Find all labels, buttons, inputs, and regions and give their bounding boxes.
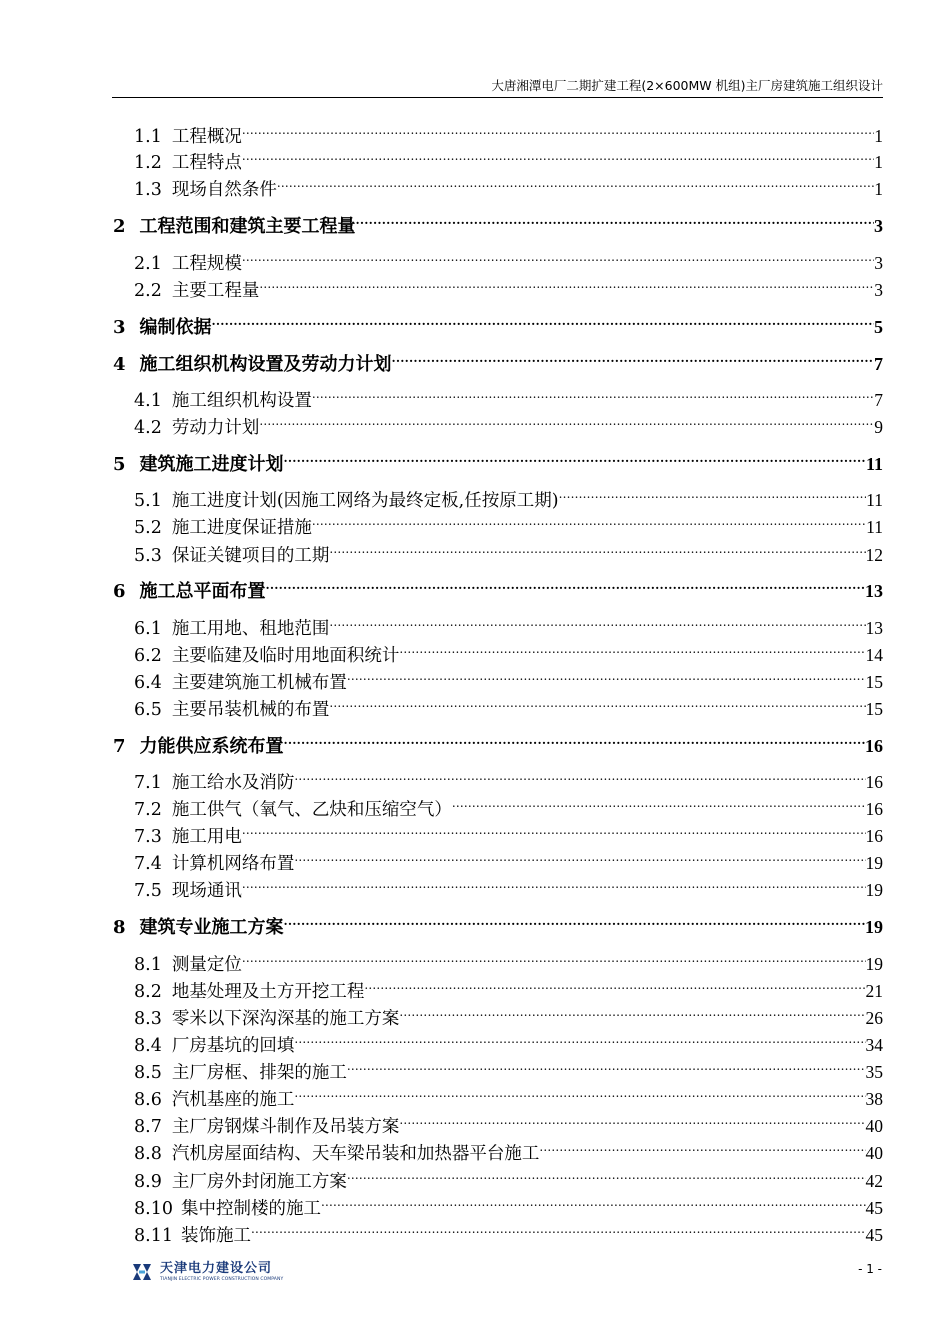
toc-title: 施工总平面布置	[139, 581, 266, 602]
toc-page-number: 40	[865, 1116, 883, 1136]
toc-section-row[interactable]	[134, 789, 883, 820]
toc-leader-dots	[242, 116, 874, 142]
toc-title: 建筑专业施工方案	[139, 917, 284, 938]
toc-section-row[interactable]	[134, 998, 883, 1029]
toc-leader-dots	[329, 535, 865, 561]
toc-section-row[interactable]	[134, 1161, 883, 1192]
toc-leader-dots	[347, 662, 866, 688]
toc-chapter-row[interactable]	[113, 907, 883, 938]
toc-chapter-row[interactable]	[113, 726, 883, 757]
toc-section-row[interactable]	[134, 480, 883, 511]
toc-number: 8.8	[134, 1144, 162, 1164]
toc-number: 8.1	[134, 955, 162, 975]
toc-leader-dots	[321, 1188, 866, 1214]
toc-number: 5	[113, 454, 126, 475]
toc-page-number: 3	[874, 280, 883, 300]
toc-page-number: 1	[874, 152, 883, 172]
toc-chapter-row[interactable]	[113, 307, 883, 338]
toc-leader-dots	[399, 1106, 865, 1132]
company-name-cn: 天津电力建设公司	[160, 1260, 273, 1276]
toc-page-number: 1	[874, 126, 883, 146]
toc-title: 测量定位	[171, 955, 242, 975]
toc-leader-dots	[294, 843, 865, 869]
toc-section-row[interactable]	[134, 870, 883, 901]
toc-section-row[interactable]	[134, 507, 883, 538]
toc-number: 8.9	[134, 1172, 162, 1192]
toc-number: 2.1	[134, 254, 162, 274]
toc-page-number: 11	[866, 517, 883, 537]
toc-number: 4.1	[134, 391, 162, 411]
toc-number: 5.3	[134, 546, 162, 566]
toc-page-number: 45	[865, 1198, 883, 1218]
toc-section-row[interactable]	[134, 843, 883, 874]
toc-number: 7.2	[134, 800, 162, 820]
toc-title: 厂房基坑的回填	[171, 1036, 295, 1056]
toc-leader-dots	[284, 907, 865, 933]
toc-page-number: 21	[865, 981, 883, 1001]
toc-number: 6.4	[134, 673, 162, 693]
toc-number: 8.11	[134, 1226, 173, 1246]
toc-number: 1.2	[134, 153, 162, 173]
toc-title: 力能供应系统布置	[139, 736, 284, 757]
toc-title: 保证关键项目的工期	[171, 546, 330, 566]
toc-title: 汽机房屋面结构、天车梁吊装和加热器平台施工	[171, 1144, 540, 1164]
toc-title: 主厂房外封闭施工方案	[171, 1172, 347, 1192]
toc-section-row[interactable]	[134, 944, 883, 975]
toc-leader-dots	[251, 1215, 866, 1241]
toc-leader-dots	[294, 762, 865, 788]
toc-title: 工程规模	[171, 254, 242, 274]
toc-leader-dots	[452, 789, 866, 815]
toc-number: 1.1	[134, 127, 162, 147]
toc-title: 现场通讯	[171, 881, 242, 901]
toc-title: 工程概况	[171, 127, 242, 147]
toc-title: 施工供气（氧气、乙炔和压缩空气）	[171, 800, 452, 820]
toc-section-row[interactable]	[134, 116, 883, 147]
toc-page-number: 13	[865, 618, 883, 638]
toc-number: 8.4	[134, 1036, 162, 1056]
toc-title: 施工组织机构设置	[171, 391, 312, 411]
toc-number: 2.2	[134, 281, 162, 301]
toc-page-number: 11	[866, 490, 883, 510]
toc-page-number: 45	[865, 1225, 883, 1245]
toc-page-number: 11	[865, 454, 883, 474]
toc-number: 8.6	[134, 1090, 162, 1110]
toc-section-row[interactable]	[134, 243, 883, 274]
toc-page-number: 1	[874, 179, 883, 199]
toc-page-number: 42	[865, 1171, 883, 1191]
toc-number: 7.4	[134, 854, 162, 874]
toc-leader-dots	[259, 407, 874, 433]
toc-leader-dots	[312, 380, 874, 406]
toc-leader-dots	[399, 635, 865, 661]
toc-leader-dots	[242, 243, 874, 269]
toc-section-row[interactable]	[134, 816, 883, 847]
toc-leader-dots	[277, 169, 874, 195]
toc-leader-dots	[356, 206, 874, 232]
toc-title: 施工给水及消防	[171, 773, 295, 793]
toc-page-number: 34	[865, 1035, 883, 1055]
toc-leader-dots	[399, 998, 865, 1024]
toc-page-number: 16	[865, 772, 883, 792]
toc-page-number: 16	[865, 826, 883, 846]
toc-number: 8.3	[134, 1009, 162, 1029]
toc-page-number: 3	[874, 216, 883, 236]
toc-title: 主厂房框、排架的施工	[171, 1063, 347, 1083]
toc-leader-dots	[347, 1052, 866, 1078]
toc-page-number: 13	[865, 581, 883, 601]
toc-number: 7.1	[134, 773, 162, 793]
toc-page-number: 19	[865, 954, 883, 974]
toc-page-number: 19	[865, 917, 883, 937]
toc-leader-dots	[559, 480, 867, 506]
toc-title: 地基处理及土方开挖工程	[171, 982, 365, 1002]
toc-section-row[interactable]	[134, 1025, 883, 1056]
toc-page-number: 16	[865, 736, 883, 756]
toc-section-row[interactable]	[134, 142, 883, 173]
toc-title: 施工进度计划(因施工网络为最终定板,任按原工期)	[171, 491, 559, 511]
toc-leader-dots	[266, 571, 865, 597]
toc-number: 6	[113, 581, 126, 602]
toc-title: 编制依据	[139, 317, 212, 338]
toc-page-number: 15	[865, 699, 883, 719]
toc-leader-dots	[392, 344, 874, 370]
toc-leader-dots	[242, 944, 866, 970]
toc-title: 施工用电	[171, 827, 242, 847]
toc-number: 8.7	[134, 1117, 162, 1137]
company-logo	[130, 1257, 310, 1287]
toc-chapter-row[interactable]	[113, 444, 883, 475]
toc-number: 4.2	[134, 418, 162, 438]
toc-number: 8	[113, 917, 126, 938]
company-name-en: TIANJIN ELECTRIC POWER CONSTRUCTION COMPANY	[160, 1276, 284, 1282]
toc-title: 主要临建及临时用地面积统计	[171, 646, 400, 666]
toc-title: 主厂房钢煤斗制作及吊装方案	[171, 1117, 400, 1137]
toc-page-number: 26	[865, 1008, 883, 1028]
toc-number: 4	[113, 354, 126, 375]
toc-title: 建筑施工进度计划	[139, 454, 284, 475]
toc-title: 劳动力计划	[171, 418, 260, 438]
toc-page-number: 19	[865, 853, 883, 873]
toc-page-number: 9	[874, 417, 883, 437]
toc-section-row[interactable]	[134, 1215, 883, 1246]
toc-leader-dots	[284, 726, 865, 752]
toc-title: 施工组织机构设置及劳动力计划	[139, 354, 392, 375]
toc-number: 7.5	[134, 881, 162, 901]
toc-title: 工程范围和建筑主要工程量	[139, 216, 356, 237]
toc-section-row[interactable]	[134, 1133, 883, 1164]
toc-title: 主要建筑施工机械布置	[171, 673, 347, 693]
toc-number: 8.10	[134, 1199, 173, 1219]
toc-page-number: 14	[865, 645, 883, 665]
toc-title: 零米以下深沟深基的施工方案	[171, 1009, 400, 1029]
toc-section-row[interactable]	[134, 689, 883, 720]
toc-section-row[interactable]	[134, 635, 883, 666]
toc-leader-dots	[242, 870, 866, 896]
toc-number: 5.1	[134, 491, 162, 511]
toc-section-row[interactable]	[134, 762, 883, 793]
toc-title: 现场自然条件	[171, 180, 277, 200]
toc-page-number: 3	[874, 253, 883, 273]
toc-page-number: 7	[874, 390, 883, 410]
toc-number: 7.3	[134, 827, 162, 847]
toc-leader-dots	[329, 689, 865, 715]
toc-page-number: 15	[865, 672, 883, 692]
toc-leader-dots	[212, 307, 874, 333]
toc-page-number: 19	[865, 880, 883, 900]
toc-leader-dots	[242, 816, 866, 842]
toc-number: 6.2	[134, 646, 162, 666]
toc-number: 2	[113, 216, 126, 237]
toc-number: 3	[113, 317, 126, 338]
toc-title: 工程特点	[171, 153, 242, 173]
toc-leader-dots	[294, 1079, 865, 1105]
toc-section-row[interactable]	[134, 971, 883, 1002]
toc-chapter-row[interactable]	[113, 344, 883, 375]
toc-leader-dots	[364, 971, 865, 997]
toc-number: 6.5	[134, 700, 162, 720]
toc-title: 计算机网络布置	[171, 854, 295, 874]
toc-number: 8.5	[134, 1063, 162, 1083]
toc-chapter-row[interactable]	[113, 571, 883, 602]
toc-title: 主要工程量	[171, 281, 260, 301]
toc-section-row[interactable]	[134, 1106, 883, 1137]
toc-page-number: 40	[865, 1143, 883, 1163]
company-logo-icon	[130, 1260, 154, 1284]
page-number: - 1 -	[858, 1262, 882, 1276]
toc-leader-dots	[242, 142, 874, 168]
toc-leader-dots	[329, 608, 865, 634]
toc-section-row[interactable]	[134, 1052, 883, 1083]
toc-section-row[interactable]	[134, 535, 883, 566]
page-header: 大唐湘潭电厂二期扩建工程(2×600MW 机组)主厂房建筑施工组织设计	[491, 78, 883, 93]
toc-section-row[interactable]	[134, 169, 883, 200]
toc-title: 汽机基座的施工	[171, 1090, 295, 1110]
toc-chapter-row[interactable]	[113, 206, 883, 237]
toc-section-row[interactable]	[134, 270, 883, 301]
toc-number: 5.2	[134, 518, 162, 538]
toc-title: 集中控制楼的施工	[180, 1199, 321, 1219]
toc-section-row[interactable]	[134, 1079, 883, 1110]
toc-leader-dots	[284, 444, 866, 470]
toc-section-row[interactable]	[134, 407, 883, 438]
toc-page-number: 38	[865, 1089, 883, 1109]
toc-leader-dots	[312, 507, 866, 533]
toc-title: 主要吊装机械的布置	[171, 700, 330, 720]
toc-page-number: 16	[865, 799, 883, 819]
toc-page-number: 7	[874, 354, 883, 374]
toc-section-row[interactable]	[134, 380, 883, 411]
toc-page-number: 35	[865, 1062, 883, 1082]
toc-number: 6.1	[134, 619, 162, 639]
toc-page-number: 5	[874, 317, 883, 337]
toc-page-number: 12	[865, 545, 883, 565]
toc-title: 施工用地、租地范围	[171, 619, 330, 639]
toc-section-row[interactable]	[134, 608, 883, 639]
toc-leader-dots	[347, 1161, 866, 1187]
toc-leader-dots	[539, 1133, 865, 1159]
toc-title: 施工进度保证措施	[171, 518, 312, 538]
toc-number: 8.2	[134, 982, 162, 1002]
toc-section-row[interactable]	[134, 662, 883, 693]
toc-title: 装饰施工	[180, 1226, 251, 1246]
toc-number: 1.3	[134, 180, 162, 200]
toc-leader-dots	[294, 1025, 865, 1051]
toc-section-row[interactable]	[134, 1188, 883, 1219]
toc-leader-dots	[259, 270, 874, 296]
toc-number: 7	[113, 736, 126, 757]
